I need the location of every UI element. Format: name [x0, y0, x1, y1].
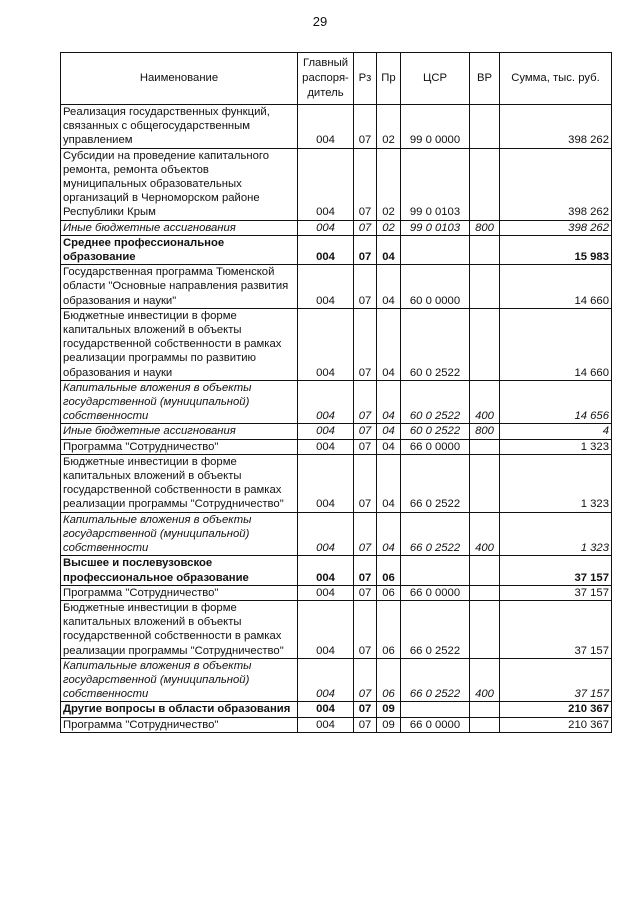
cell-sum: 37 157: [500, 585, 612, 600]
cell-csr: [401, 556, 470, 585]
cell-csr: 60 0 2522: [401, 308, 470, 380]
cell-name: Капитальные вложения в объекты государственной (муниципальной) собственности: [61, 658, 298, 702]
cell-name: Программа "Сотрудничество": [61, 439, 298, 454]
cell-manager: 004: [298, 439, 354, 454]
cell-manager: 004: [298, 512, 354, 556]
table-row: [61, 380, 612, 424]
cell-manager: 004: [298, 105, 354, 149]
cell-name: Субсидии на проведение капитального ремонта, ремонта объектов муниципальных образовательных организаций в Черноморском районе Республики Крым: [61, 148, 298, 220]
cell-sum: 37 157: [500, 556, 612, 585]
header-sum: Сумма, тыс. руб.: [500, 53, 612, 105]
cell-csr: 60 0 2522: [401, 380, 470, 424]
table-header-row: [61, 53, 612, 105]
cell-manager: 004: [298, 220, 354, 235]
table-row: [61, 658, 612, 702]
cell-name: Высшее и послевузовское профессиональное образование: [61, 556, 298, 585]
cell-rz: 07: [354, 308, 377, 380]
cell-pr: 02: [377, 220, 401, 235]
cell-csr: 66 0 2522: [401, 512, 470, 556]
header-name: Наименование: [61, 53, 298, 105]
cell-rz: 07: [354, 439, 377, 454]
cell-manager: 004: [298, 235, 354, 264]
cell-csr: 66 0 0000: [401, 585, 470, 600]
cell-sum: 1 323: [500, 439, 612, 454]
cell-sum: 14 660: [500, 308, 612, 380]
cell-csr: 99 0 0103: [401, 220, 470, 235]
cell-pr: 04: [377, 265, 401, 309]
cell-pr: 06: [377, 600, 401, 658]
cell-rz: 07: [354, 220, 377, 235]
cell-vr: [470, 265, 500, 309]
cell-manager: 004: [298, 600, 354, 658]
cell-pr: 09: [377, 702, 401, 717]
cell-rz: 07: [354, 717, 377, 732]
cell-name: Капитальные вложения в объекты государственной (муниципальной) собственности: [61, 380, 298, 424]
cell-csr: 66 0 0000: [401, 717, 470, 732]
cell-pr: 02: [377, 148, 401, 220]
cell-name: Другие вопросы в области образования: [61, 702, 298, 717]
cell-name: Иные бюджетные ассигнования: [61, 424, 298, 439]
cell-vr: [470, 148, 500, 220]
cell-name: Бюджетные инвестиции в форме капитальных вложений в объекты государственной собственности в рамках реализации программы "Сотрудничество": [61, 600, 298, 658]
cell-manager: 004: [298, 380, 354, 424]
cell-manager: 004: [298, 265, 354, 309]
cell-sum: 210 367: [500, 717, 612, 732]
header-rz: Рз: [354, 53, 377, 105]
cell-sum: 398 262: [500, 220, 612, 235]
cell-name: Программа "Сотрудничество": [61, 717, 298, 732]
cell-rz: 07: [354, 556, 377, 585]
cell-manager: 004: [298, 702, 354, 717]
cell-vr: [470, 585, 500, 600]
cell-sum: 398 262: [500, 105, 612, 149]
cell-rz: 07: [354, 454, 377, 512]
cell-csr: [401, 702, 470, 717]
cell-csr: 66 0 2522: [401, 600, 470, 658]
cell-rz: 07: [354, 512, 377, 556]
table-row: [61, 148, 612, 220]
cell-rz: 07: [354, 105, 377, 149]
cell-name: Государственная программа Тюменской области "Основные направления развития образования и науки": [61, 265, 298, 309]
cell-name: Капитальные вложения в объекты государственной (муниципальной) собственности: [61, 512, 298, 556]
cell-rz: 07: [354, 658, 377, 702]
cell-sum: 15 983: [500, 235, 612, 264]
cell-sum: 210 367: [500, 702, 612, 717]
cell-manager: 004: [298, 148, 354, 220]
table-row: [61, 585, 612, 600]
cell-vr: 800: [470, 220, 500, 235]
cell-manager: 004: [298, 308, 354, 380]
cell-manager: 004: [298, 717, 354, 732]
cell-sum: 1 323: [500, 512, 612, 556]
cell-name: Реализация государственных функций, связанных с общегосударственным управлением: [61, 105, 298, 149]
cell-vr: [470, 556, 500, 585]
cell-manager: 004: [298, 556, 354, 585]
cell-pr: 04: [377, 308, 401, 380]
cell-csr: 66 0 0000: [401, 439, 470, 454]
table-row: [61, 439, 612, 454]
cell-pr: 04: [377, 380, 401, 424]
cell-csr: 99 0 0000: [401, 105, 470, 149]
cell-vr: [470, 454, 500, 512]
cell-name: Программа "Сотрудничество": [61, 585, 298, 600]
cell-pr: 02: [377, 105, 401, 149]
cell-pr: 06: [377, 585, 401, 600]
table-row: [61, 556, 612, 585]
cell-vr: [470, 105, 500, 149]
cell-sum: 4: [500, 424, 612, 439]
table-row: [61, 600, 612, 658]
cell-name: Бюджетные инвестиции в форме капитальных вложений в объекты государственной собственности в рамках реализации программы по развитию образования и науки: [61, 308, 298, 380]
cell-name: Бюджетные инвестиции в форме капитальных вложений в объекты государственной собственности в рамках реализации программы "Сотрудничество": [61, 454, 298, 512]
cell-pr: 04: [377, 454, 401, 512]
cell-sum: 14 660: [500, 265, 612, 309]
cell-sum: 37 157: [500, 658, 612, 702]
table-row: [61, 235, 612, 264]
cell-csr: 99 0 0103: [401, 148, 470, 220]
cell-vr: [470, 235, 500, 264]
cell-manager: 004: [298, 454, 354, 512]
header-pr: Пр: [377, 53, 401, 105]
cell-rz: 07: [354, 380, 377, 424]
cell-rz: 07: [354, 702, 377, 717]
cell-pr: 04: [377, 424, 401, 439]
cell-vr: 400: [470, 380, 500, 424]
cell-rz: 07: [354, 148, 377, 220]
cell-csr: 60 0 0000: [401, 265, 470, 309]
header-csr: ЦСР: [401, 53, 470, 105]
table-row: [61, 308, 612, 380]
cell-vr: 400: [470, 512, 500, 556]
cell-pr: 06: [377, 658, 401, 702]
cell-csr: [401, 235, 470, 264]
cell-rz: 07: [354, 235, 377, 264]
header-manager: Главный распоря-дитель: [298, 53, 354, 105]
cell-sum: 14 656: [500, 380, 612, 424]
cell-pr: 06: [377, 556, 401, 585]
table-row: [61, 105, 612, 149]
cell-rz: 07: [354, 585, 377, 600]
page-number: 29: [312, 14, 328, 29]
cell-vr: [470, 717, 500, 732]
cell-manager: 004: [298, 658, 354, 702]
cell-rz: 07: [354, 600, 377, 658]
cell-pr: 09: [377, 717, 401, 732]
table-row: [61, 512, 612, 556]
cell-rz: 07: [354, 265, 377, 309]
cell-rz: 07: [354, 424, 377, 439]
cell-vr: [470, 702, 500, 717]
cell-sum: 398 262: [500, 148, 612, 220]
header-vr: ВР: [470, 53, 500, 105]
table-row: [61, 424, 612, 439]
cell-sum: 1 323: [500, 454, 612, 512]
cell-pr: 04: [377, 439, 401, 454]
table-row: [61, 702, 612, 717]
cell-vr: [470, 308, 500, 380]
cell-csr: 66 0 2522: [401, 454, 470, 512]
cell-pr: 04: [377, 235, 401, 264]
budget-table: [60, 52, 612, 733]
cell-vr: [470, 600, 500, 658]
table-row: [61, 265, 612, 309]
cell-csr: 60 0 2522: [401, 424, 470, 439]
cell-manager: 004: [298, 424, 354, 439]
cell-name: Иные бюджетные ассигнования: [61, 220, 298, 235]
table-body: [61, 105, 612, 733]
table-row: [61, 454, 612, 512]
cell-sum: 37 157: [500, 600, 612, 658]
table-row: [61, 717, 612, 732]
cell-vr: 400: [470, 658, 500, 702]
cell-vr: [470, 439, 500, 454]
table-row: [61, 220, 612, 235]
cell-name: Среднее профессиональное образование: [61, 235, 298, 264]
cell-pr: 04: [377, 512, 401, 556]
cell-manager: 004: [298, 585, 354, 600]
cell-csr: 66 0 2522: [401, 658, 470, 702]
cell-vr: 800: [470, 424, 500, 439]
